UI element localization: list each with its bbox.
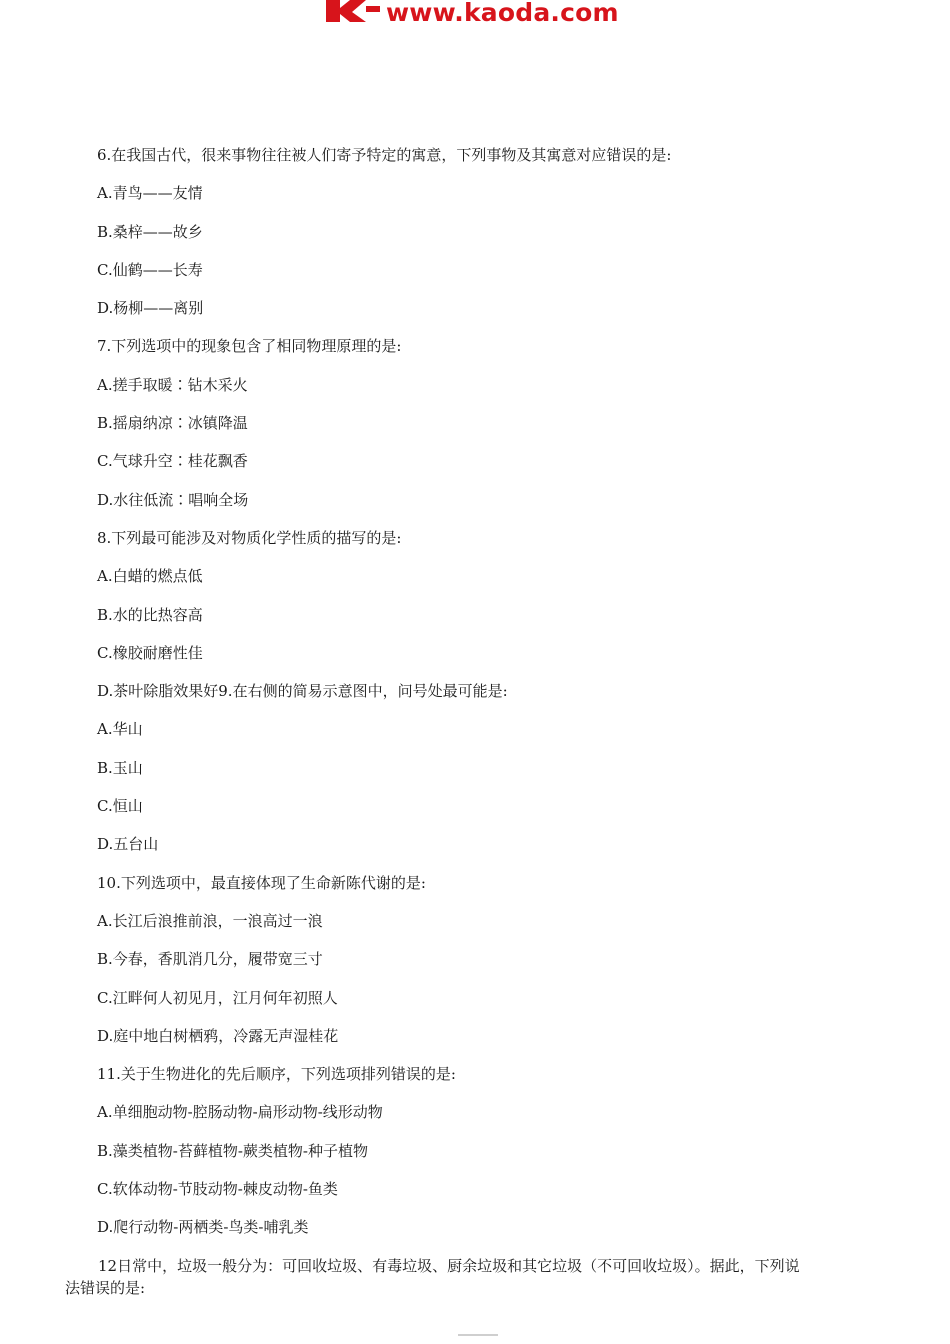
- question-6: 6.在我国古代，很来事物往往被人们寄予特定的寓意，下列事物及其寓意对应错误的是:: [97, 146, 672, 164]
- option-7b: B.摇扇纳凉∶冰镇降温: [97, 414, 248, 433]
- option-6a: A.青鸟——友情: [97, 184, 203, 203]
- question-12: [65, 1255, 895, 1299]
- option-11a: A.单细胞动物-腔肠动物-扁形动物-线形动物: [97, 1103, 383, 1122]
- question-7: 7.下列选项中的现象包含了相同物理原理的是:: [97, 337, 402, 356]
- option-10b: B.今春，香肌消几分，履带宽三寸: [97, 950, 323, 969]
- option-8c: C.橡胶耐磨性佳: [97, 643, 203, 662]
- option-10d: D.庭中地白树栖鸦，冷露无声湿桂花: [97, 1026, 339, 1045]
- question-8: 8.下列最可能涉及对物质化学性质的描写的是:: [97, 528, 402, 547]
- question-12-line-2: 法错误的是:: [65, 1279, 146, 1297]
- option-11d: D.爬行动物-两栖类-鸟类-哺乳类: [97, 1218, 309, 1237]
- option-11c: C.软体动物-节肢动物-棘皮动物-鱼类: [97, 1180, 338, 1199]
- option-9a: A.华山: [97, 720, 143, 739]
- option-8b: B.水的比热容高: [97, 605, 203, 624]
- option-7a: A.搓手取暖∶钻木采火: [97, 375, 248, 394]
- option-7d: D.水往低流∶唱响全场: [97, 490, 249, 509]
- kaoda-k-logo-icon: [326, 0, 382, 22]
- question-12-line-1: 12日常中，垃圾一般分为：可回收垃圾、有毒垃圾、厨余垃圾和其它垃圾（不可回收垃圾）。据此，下列说: [98, 1257, 800, 1275]
- option-9d: D.五台山: [97, 835, 159, 854]
- option-10c: C.江畔何人初见月，江月何年初照人: [97, 988, 338, 1007]
- question-10: 10.下列选项中，最直接体现了生命新陈代谢的是:: [97, 873, 426, 892]
- option-11b: B.藻类植物-苔藓植物-蕨类植物-种子植物: [97, 1141, 368, 1160]
- option-6b: B.桑梓——故乡: [97, 222, 203, 241]
- option-8d-question-9: D.茶叶除脂效果好9.在右侧的简易示意图中，问号处最可能是:: [97, 682, 508, 701]
- question-list: [97, 144, 897, 1255]
- option-8a: A.白蜡的燃点低: [97, 567, 203, 586]
- footer-divider: [458, 1334, 498, 1336]
- option-10a: A.长江后浪推前浪，一浪高过一浪: [97, 911, 323, 930]
- question-11: 11.关于生物进化的先后顺序，下列选项排列错误的是:: [97, 1065, 456, 1084]
- option-6d: D.杨柳——离别: [97, 299, 204, 318]
- option-9b: B.玉山: [97, 758, 143, 777]
- option-7c: C.气球升空∶桂花飘香: [97, 452, 248, 471]
- site-url[interactable]: www.kaoda.com: [386, 0, 619, 27]
- option-9c: C.恒山: [97, 797, 143, 816]
- page-header: [0, 0, 950, 40]
- option-6c: C.仙鹤——长寿: [97, 260, 203, 279]
